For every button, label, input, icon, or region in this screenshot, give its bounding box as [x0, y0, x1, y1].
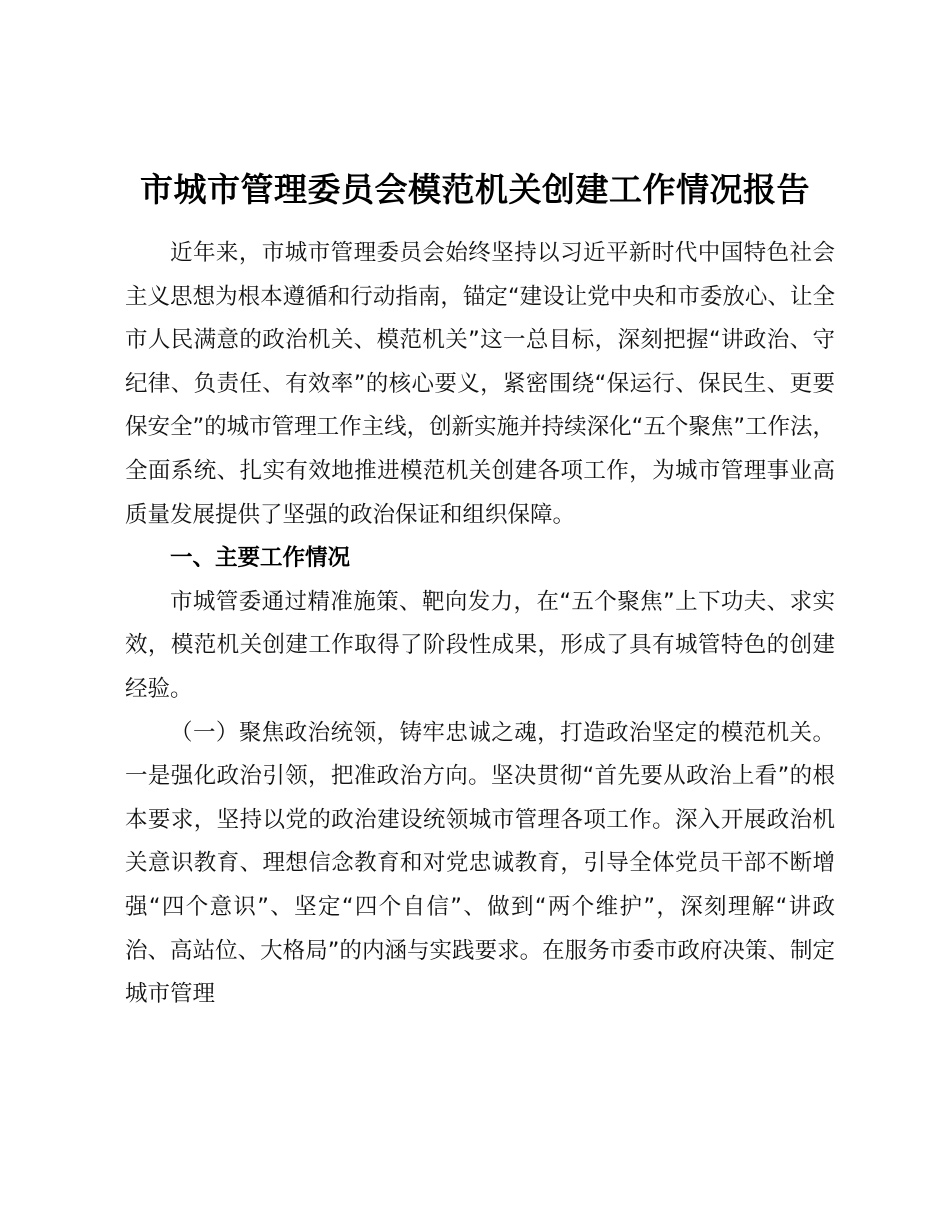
- section-intro-paragraph: 市城管委通过精准施策、靶向发力，在“五个聚焦”上下功夫、求实效，模范机关创建工作取得了阶段性成果，形成了具有城管特色的创建经验。: [125, 588, 835, 702]
- document-body: [125, 232, 835, 1017]
- document-title: 市城市管理委员会模范机关创建工作情况报告: [140, 170, 810, 209]
- subsection-political-paragraph: （一）聚焦政治统领，铸牢忠诚之魂，打造政治坚定的模范机关。一是强化政治引领，把准政治方向。坚决贯彻“首先要从政治上看”的根本要求，坚持以党的政治建设统领城市管理各项工作。深入开展政治机关意识教育、理想信念教育和对党忠诚教育，引导全体党员干部不断增强“四个意识”、坚定“四个自信”、做到“两个维护”，深刻理解“讲政治、高站位、大格局”的内涵与实践要求。在服务市委市政府决策、制定城市管理: [125, 719, 835, 1008]
- intro-paragraph: 近年来，市城市管理委员会始终坚持以习近平新时代中国特色社会主义思想为根本遵循和行动指南，锚定“建设让党中央和市委放心、让全市人民满意的政治机关、模范机关”这一总目标，深刻把握“讲政治、守纪律、负责任、有效率”的核心要义，紧密围绕“保运行、保民生、更要保安全”的城市管理工作主线，创新实施并持续深化“五个聚焦”工作法，全面系统、扎实有效地推进模范机关创建各项工作，为城市管理事业高质量发展提供了坚强的政治保证和组织保障。: [125, 240, 835, 528]
- section-heading-main-work: 一、主要工作情况: [170, 545, 351, 572]
